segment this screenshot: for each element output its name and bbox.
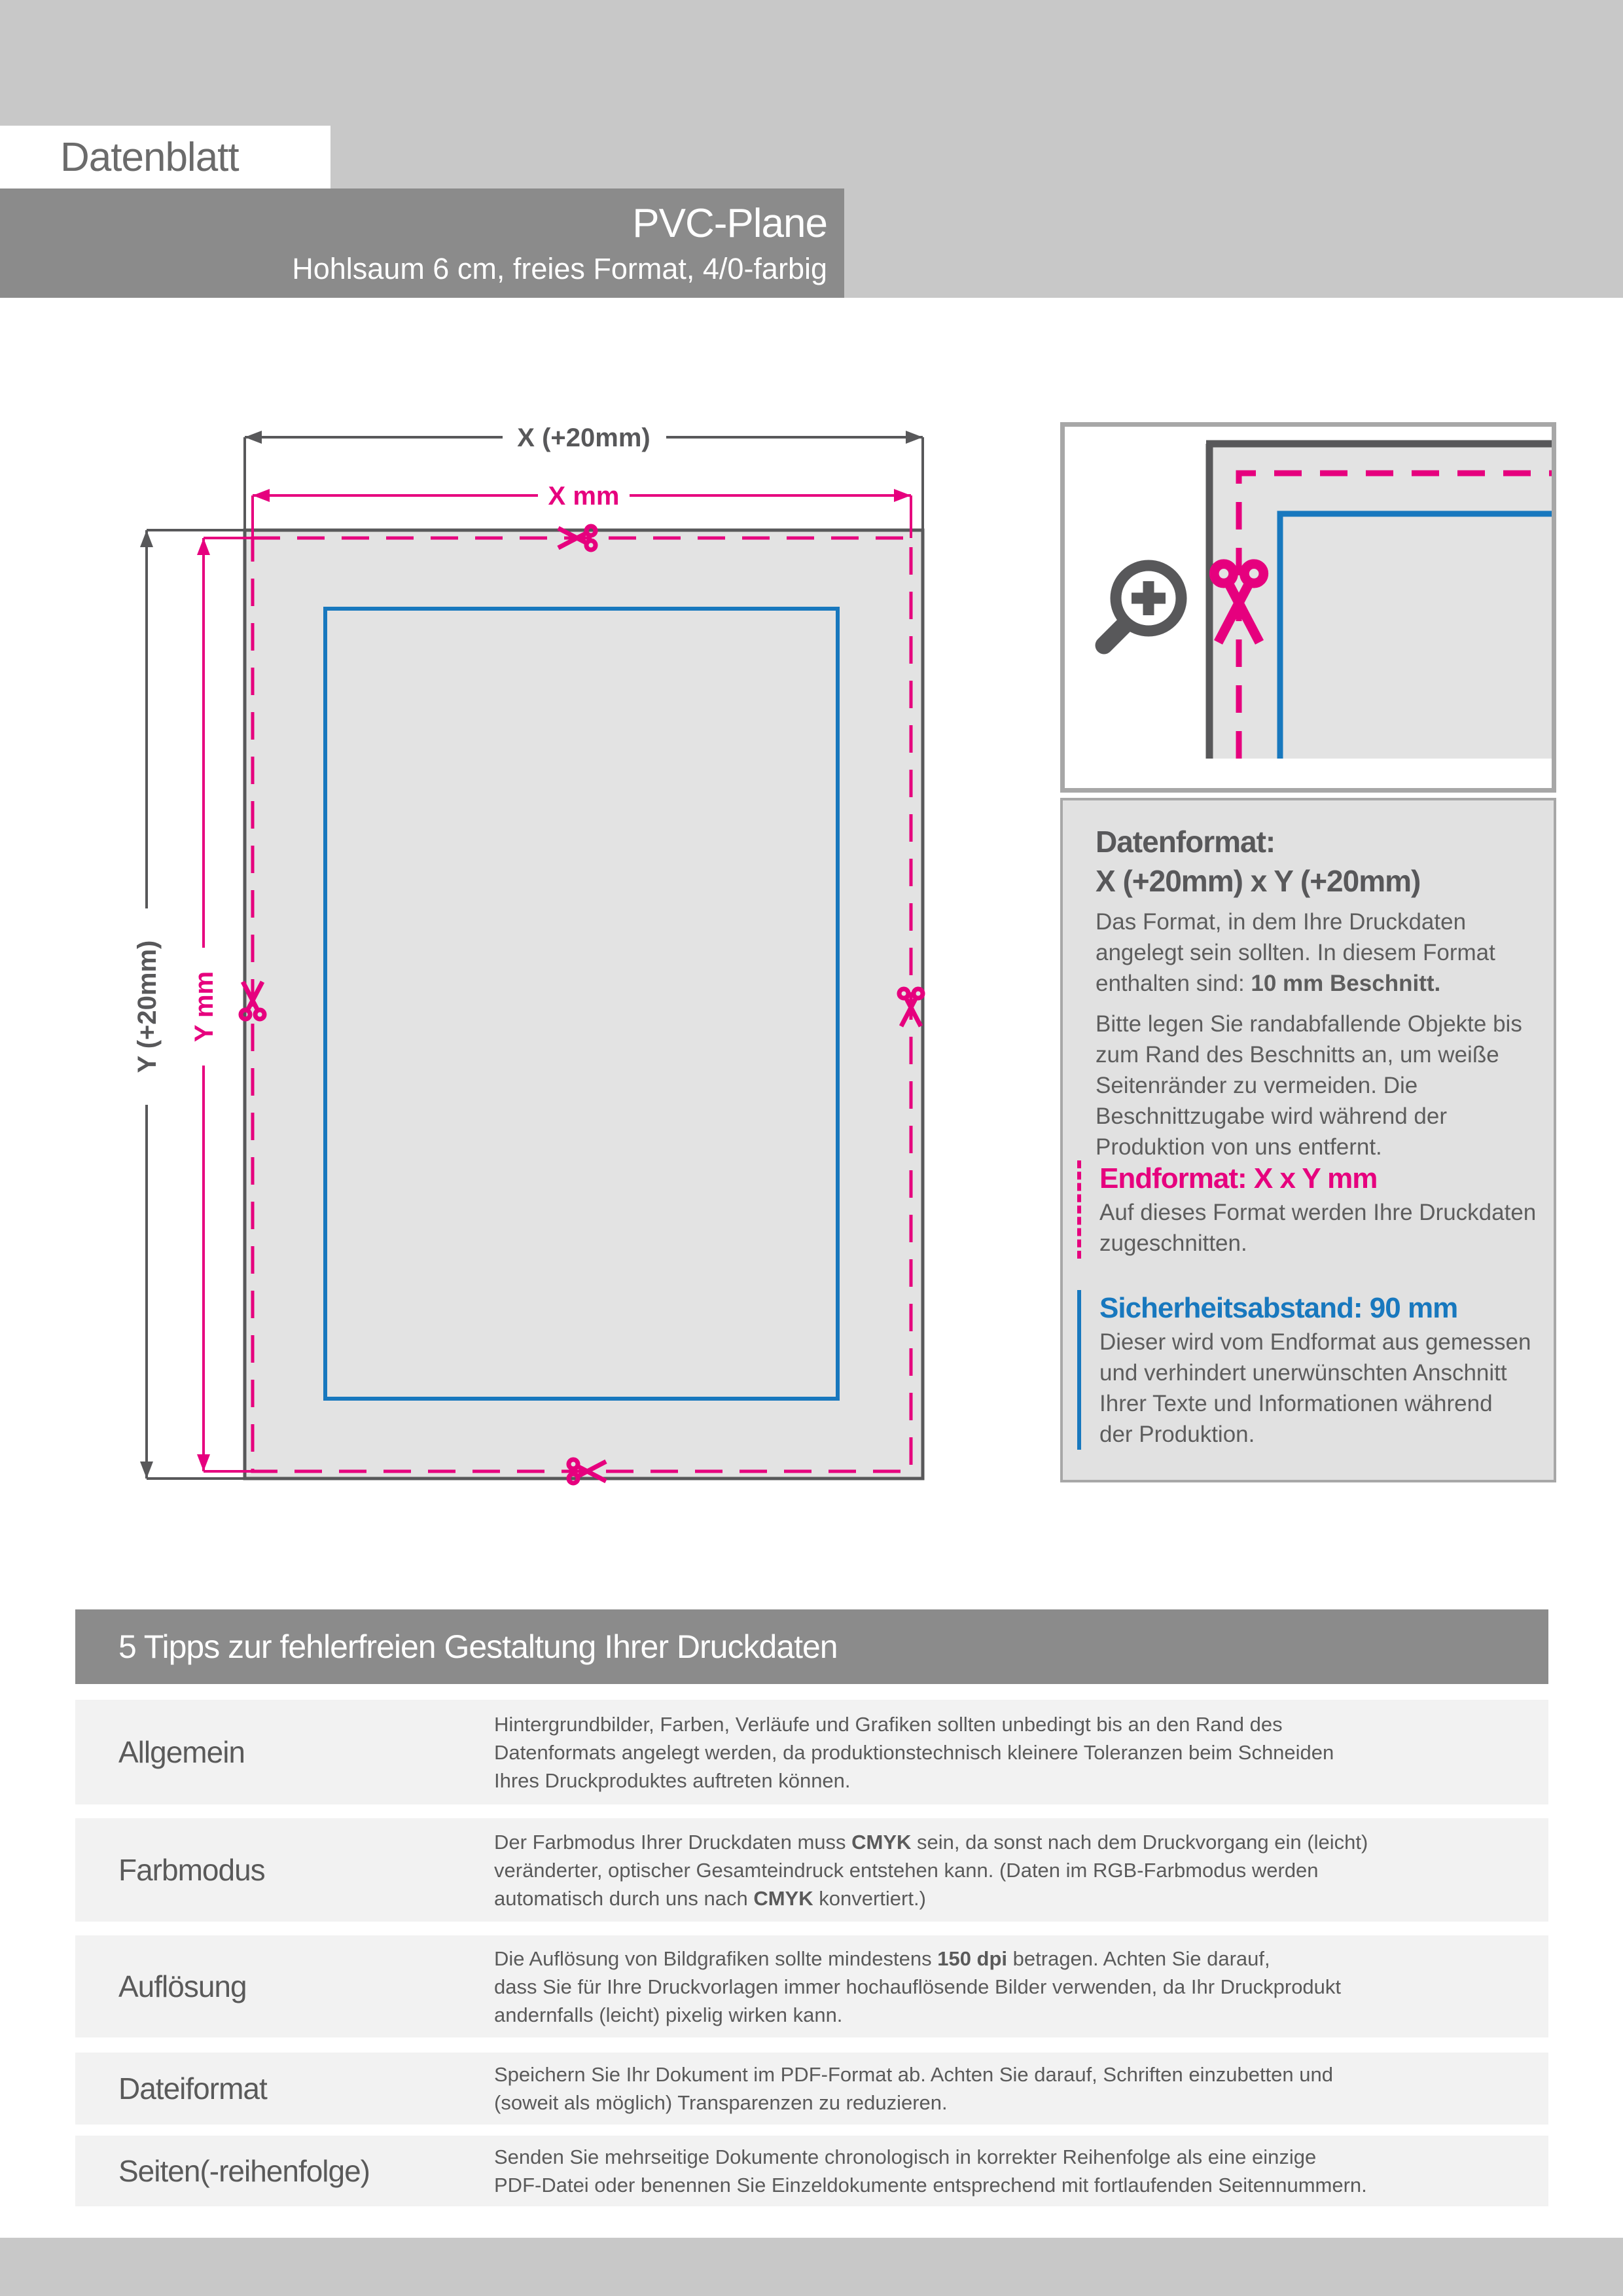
tip-label: Farbmodus (118, 1853, 265, 1887)
tips-title: 5 Tipps zur fehlerfreien Gestaltung Ihrer Druckdaten (118, 1628, 838, 1665)
tip-body: Senden Sie mehrseitige Dokumente chronologisch in korrekter Reihenfolge als eine einzige PDF-Datei oder benennen Sie Einzeldokumente entsprechend mit fortlaufenden Seitennummern. (494, 2145, 1367, 2197)
dim-x-outer-label: X (+20mm) (517, 423, 651, 452)
endformat-description: Auf dieses Format werden Ihre Druckdaten zugeschnitten. (1099, 1200, 1537, 1256)
tip-label: Auflösung (118, 1969, 247, 2003)
tip-row-allgemein (75, 1700, 1548, 1804)
info-panel (1060, 798, 1556, 1482)
zoom-fill-area (1209, 444, 1552, 759)
tip-row-farbmodus (75, 1818, 1548, 1922)
tip-row-aufloesung (75, 1935, 1548, 2037)
product-subtitle: Hohlsaum 6 cm, freies Format, 4/0-farbig (292, 251, 827, 285)
zoom-detail-graphic (1065, 427, 1552, 788)
sicherheitsabstand-section (1077, 1290, 1531, 1450)
tip-label: Seiten(-reihenfolge) (118, 2154, 370, 2188)
tip-body: Der Farbmodus Ihrer Druckdaten muss CMYK sein, da sonst nach dem Druckvorgang ein (leicht) veränderter, optischer Gesamteindruck entstehen kann. (Daten im RGB-Farbmodus werden automatisch durch uns nach CMYK konvertiert.) (494, 1830, 1368, 1910)
product-title: PVC-Plane (632, 200, 827, 246)
datenformat-value: X (+20mm) x Y (+20mm) (1096, 864, 1421, 898)
footer-gray-band (0, 2238, 1623, 2296)
sicherheitsabstand-heading: Sicherheitsabstand: 90 mm (1099, 1292, 1458, 1324)
sicherheitsabstand-description: Dieser wird vom Endformat aus gemessen und verhindert unerwünschten Anschnitt Ihrer Texte und Informationen während der Produktion. (1099, 1329, 1531, 1447)
datenblatt-tag (0, 126, 330, 188)
tip-body: Hintergrundbilder, Farben, Verläufe und Grafiken sollten unbedingt bis an den Rand des Datenformats angelegt werden, da produktionstechnisch kleinere Toleranzen beim Schneiden Ihres Druckproduktes auftreten können. (494, 1712, 1334, 1792)
tip-body: Die Auflösung von Bildgrafiken sollte mindestens 150 dpi betragen. Achten Sie darauf, dass Sie für Ihre Druckvorlagen immer hochauflösende Bilder verwenden, da Ihr Druckprodukt andernfalls (leicht) pixelig wirken kann. (494, 1946, 1342, 2026)
tip-label: Dateiformat (118, 2072, 267, 2106)
magnifier-zoom-icon (1104, 565, 1181, 645)
dim-x-inner-label: X mm (548, 482, 620, 511)
tip-body: Speichern Sie Ihr Dokument im PDF-Format ab. Achten Sie darauf, Schriften einzubetten und (soweit als möglich) Transparenzen zu reduzieren. (494, 2063, 1333, 2114)
dim-y-outer-label: Y (+20mm) (133, 940, 162, 1073)
dim-y-inner-label: Y mm (190, 971, 219, 1043)
bleed-note: Bitte legen Sie randabfallende Objekte bis zum Rand des Beschnitts an, um weiße Seitenränder zu vermeiden. Die Beschnittzugabe wird während der Produktion von uns entfernt. (1096, 1011, 1522, 1160)
zoom-detail-box (1060, 422, 1556, 793)
datenformat-heading: Datenformat: (1096, 825, 1275, 859)
endformat-heading: Endformat: X x Y mm (1099, 1162, 1378, 1194)
tip-row-seitenreihenfolge (75, 2136, 1548, 2206)
format-diagram (0, 393, 1060, 1505)
tips-header-band (75, 1609, 1548, 1684)
tip-label: Allgemein (118, 1735, 245, 1769)
tip-row-dateiformat (75, 2053, 1548, 2125)
endformat-section (1077, 1160, 1536, 1259)
datenblatt-label: Datenblatt (60, 134, 239, 180)
product-title-band (0, 188, 844, 298)
datenformat-rect (245, 530, 923, 1479)
datenformat-description: Das Format, in dem Ihre Druckdaten angelegt sein sollten. In diesem Format enthalten sind: 10 mm Beschnitt. (1096, 909, 1495, 996)
